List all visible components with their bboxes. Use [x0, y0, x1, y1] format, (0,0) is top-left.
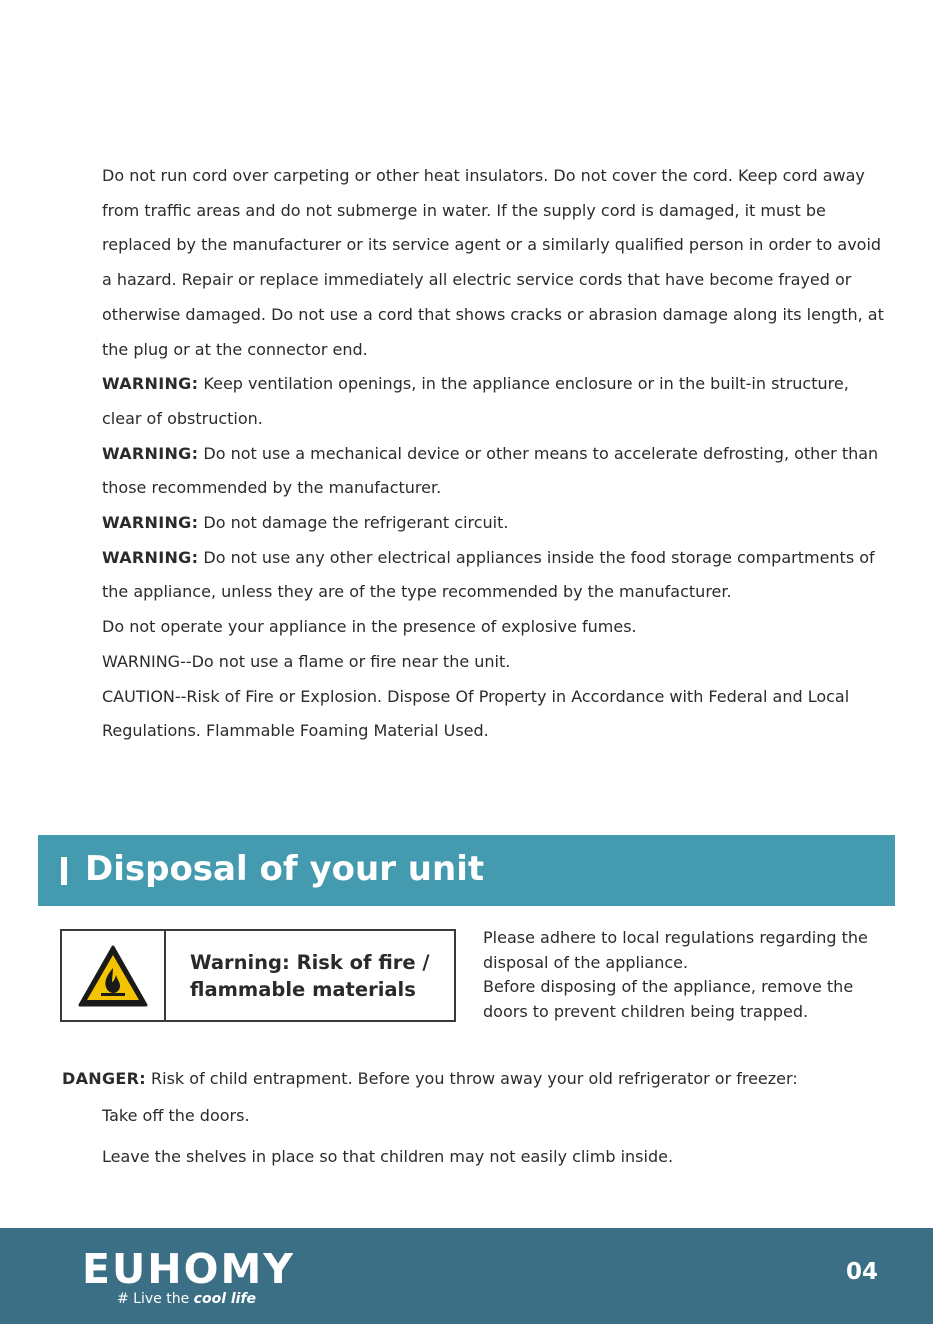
warning-defrosting: [102, 437, 892, 506]
danger-step-leave-shelves: Leave the shelves in place so that children may not easily climb inside.: [102, 1147, 674, 1166]
danger-label: DANGER:: [62, 1069, 146, 1088]
disposal-remove-doors: Before disposing of the appliance, remove the doors to prevent children being trapped.: [483, 977, 854, 1021]
danger-notice: [62, 1066, 902, 1092]
cord-instructions: Do not run cord over carpeting or other heat insulators. Do not cover the cord. Keep cord away from traffic areas and do not submerge in water. If the supply cord is damaged, it must be replaced by the manufacturer or its service agent or a similarly qualified person in order to avoid a hazard. Repair or replace immediately all electric service cords that have become frayed or otherwise damaged. Do not use a cord that shows cracks or abrasion damage along its length, at the plug or at the connector end.: [102, 166, 884, 359]
warning-box-line-2: flammable materials: [190, 977, 416, 1001]
warning-box-line-1: Warning: Risk of fire /: [190, 950, 430, 974]
warning-label: WARNING:: [102, 443, 199, 463]
warning-text: Keep ventilation openings, in the appliance enclosure or in the built-in structure, clear of obstruction.: [102, 374, 849, 428]
warning-electrical-appliances: [102, 541, 892, 610]
disposal-instructions: [483, 926, 883, 1024]
tagline-prefix: # Live the: [117, 1291, 194, 1307]
disposal-regulations: Please adhere to local regulations regarding the disposal of the appliance.: [483, 928, 868, 972]
tagline-emphasis: cool life: [193, 1291, 257, 1307]
danger-text: Risk of child entrapment. Before you throw away your old refrigerator or freezer:: [145, 1069, 798, 1088]
brand-logo: EUHOMY: [82, 1245, 295, 1293]
warning-text: Do not use a mechanical device or other means to accelerate defrosting, other than those recommended by the manufacturer.: [102, 443, 879, 498]
warning-ventilation: [102, 367, 892, 436]
warning-text: Do not damage the refrigerant circuit.: [198, 513, 509, 533]
safety-instructions: [102, 159, 892, 749]
warning-box-text: [166, 931, 454, 1020]
explosive-fumes-note: Do not operate your appliance in the presence of explosive fumes.: [102, 617, 637, 637]
brand-tagline: [117, 1291, 256, 1307]
warning-label: WARNING:: [102, 374, 199, 394]
section-title: Disposal of your unit: [85, 849, 485, 889]
caution-note: CAUTION--Risk of Fire or Explosion. Dispose Of Property in Accordance with Federal and Local Regulations. Flammable Foaming Material Used.: [102, 686, 850, 741]
warning-icon-cell: [62, 931, 166, 1020]
warning-refrigerant: [102, 506, 892, 541]
section-bar-marker: [61, 857, 67, 885]
section-header-bar: [38, 835, 895, 906]
flammable-warning-icon: [77, 944, 149, 1008]
footer-bar: [0, 1228, 933, 1324]
danger-step-take-off-doors: Take off the doors.: [102, 1106, 250, 1125]
flame-warning: WARNING--Do not use a flame or fire near the unit.: [102, 651, 511, 671]
warning-label: WARNING:: [102, 513, 199, 533]
warning-label: WARNING:: [102, 547, 199, 567]
fire-warning-box: [60, 929, 456, 1022]
warning-text: Do not use any other electrical appliances inside the food storage compartments of the appliance, unless they are of the type recommended by the manufacturer.: [102, 547, 875, 602]
page-number: 04: [846, 1259, 879, 1285]
